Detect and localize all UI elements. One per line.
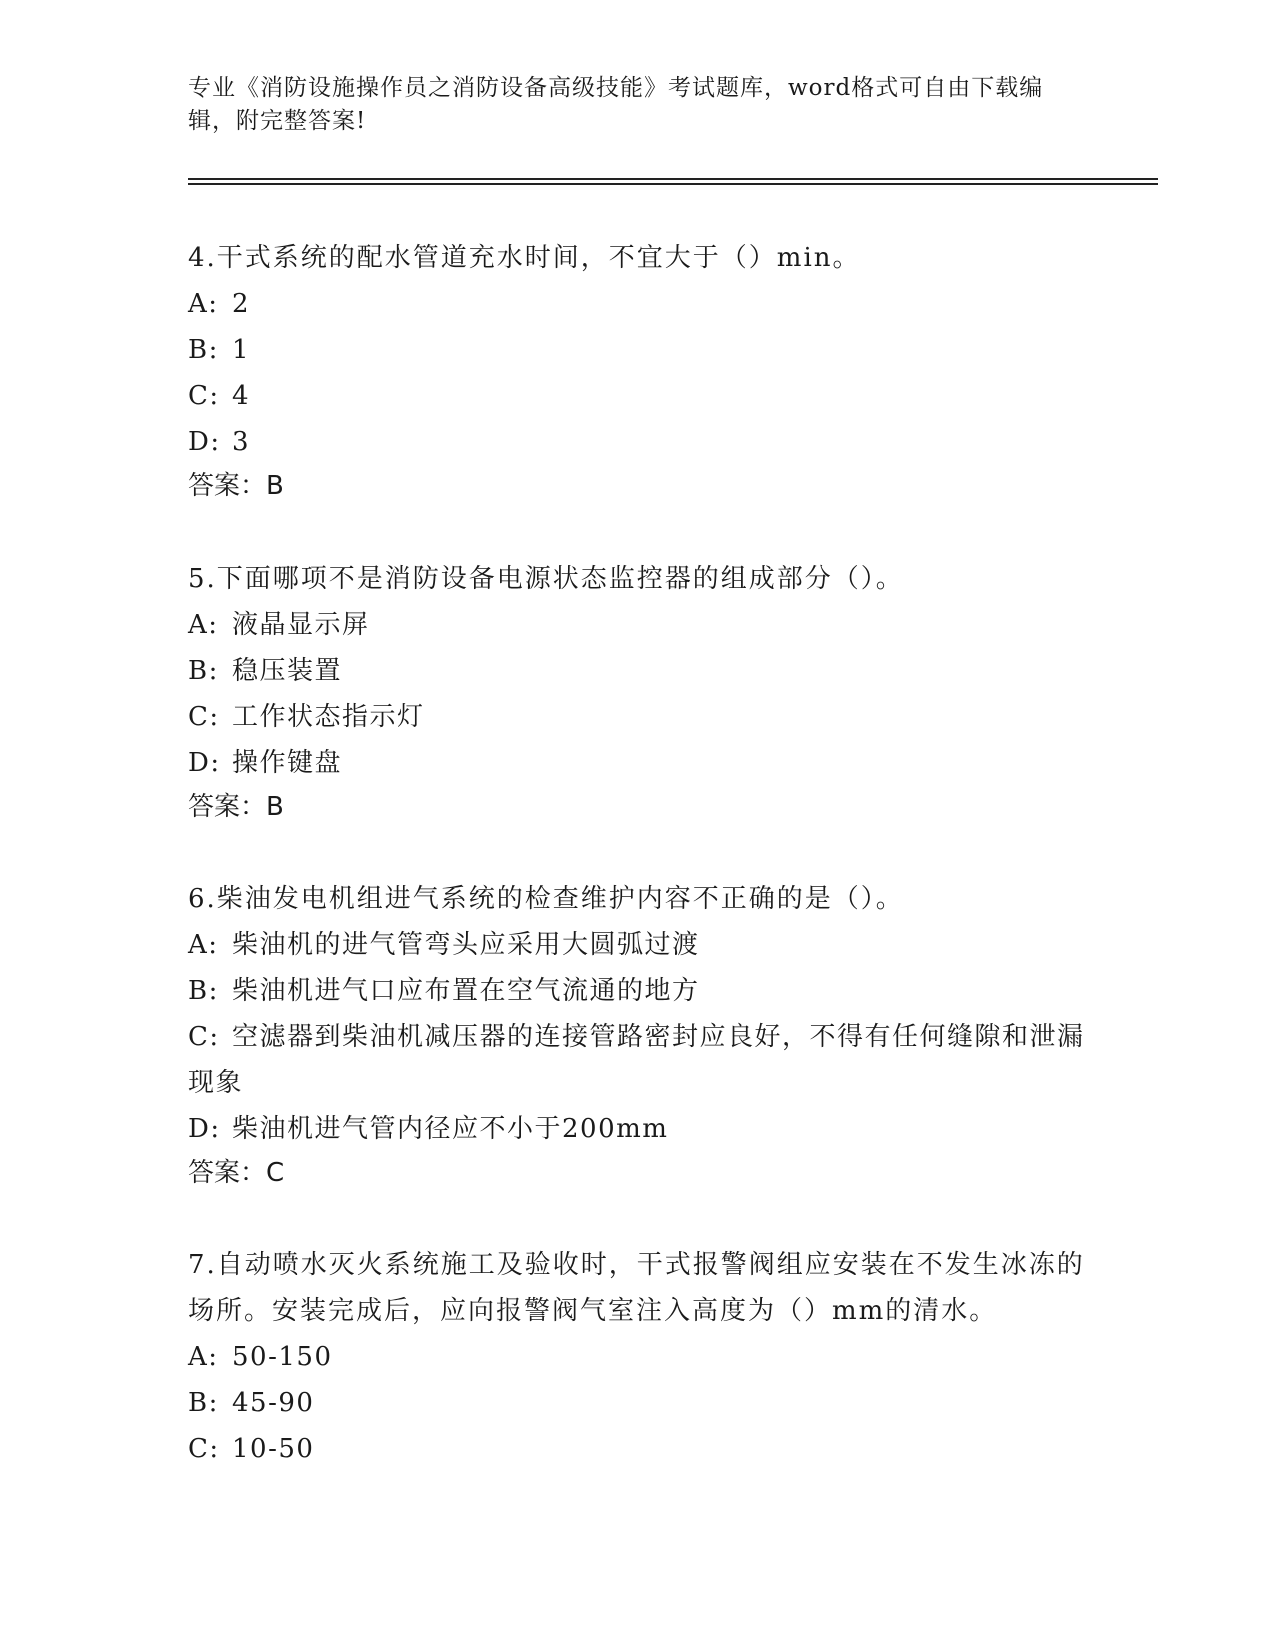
- option-text: 50-150: [232, 1342, 333, 1372]
- option-key: B:: [188, 656, 219, 686]
- option-d: [188, 740, 1088, 786]
- option-text: 空滤器到柴油机减压器的连接管路密封应良好，不得有任何缝隙和泄漏现象: [188, 1022, 1085, 1098]
- answer-line: 答案：C: [188, 1158, 285, 1188]
- option-text: 柴油机进气管内径应不小于200mm: [232, 1114, 669, 1144]
- option-key: A:: [188, 930, 219, 960]
- option-text: 1: [232, 335, 251, 365]
- option-c: [188, 1426, 1088, 1472]
- question-block: [188, 235, 1088, 509]
- option-text: 柴油机的进气管弯头应采用大圆弧过渡: [232, 930, 700, 960]
- option-key: B:: [188, 335, 219, 365]
- answer-line: 答案：B: [188, 471, 284, 501]
- option-b: [188, 968, 1088, 1014]
- option-a: [188, 602, 1088, 648]
- option-key: D:: [188, 427, 221, 457]
- option-c: [188, 694, 1088, 740]
- option-text: 操作键盘: [232, 748, 343, 778]
- option-text: 柴油机进气口应布置在空气流通的地方: [232, 976, 700, 1006]
- option-b: [188, 648, 1088, 694]
- option-d: [188, 419, 1088, 465]
- option-key: A:: [188, 1342, 219, 1372]
- option-text: 2: [232, 289, 251, 319]
- option-key: C:: [188, 702, 220, 732]
- question-stem: 6.柴油发电机组进气系统的检查维护内容不正确的是（）。: [188, 884, 904, 914]
- option-d: [188, 1106, 1088, 1152]
- question-block: [188, 556, 1088, 830]
- question-stem: 7.自动喷水灭火系统施工及验收时，干式报警阀组应安装在不发生冰冻的场所。安装完成后，应向报警阀气室注入高度为（）mm的清水。: [188, 1250, 1085, 1326]
- answer-line: 答案：B: [188, 792, 284, 822]
- option-b: [188, 327, 1088, 373]
- option-key: B:: [188, 1388, 219, 1418]
- option-a: [188, 1334, 1088, 1380]
- option-text: 稳压装置: [232, 656, 343, 686]
- option-text: 工作状态指示灯: [232, 702, 425, 732]
- option-text: 液晶显示屏: [232, 610, 370, 640]
- question-stem: 5.下面哪项不是消防设备电源状态监控器的组成部分（）。: [188, 564, 904, 594]
- option-key: C:: [188, 1434, 220, 1464]
- document-header: 专业《消防设施操作员之消防设备高级技能》考试题库，word格式可自由下载编辑，附完整答案!: [188, 75, 1044, 134]
- option-key: D:: [188, 1114, 221, 1144]
- option-key: C:: [188, 381, 220, 411]
- question-block: [188, 876, 1088, 1196]
- option-key: B:: [188, 976, 219, 1006]
- option-a: [188, 281, 1088, 327]
- option-b: [188, 1380, 1088, 1426]
- option-a: [188, 922, 1088, 968]
- option-c: [188, 373, 1088, 419]
- option-text: 10-50: [232, 1434, 315, 1464]
- question-block: [188, 1242, 1088, 1472]
- question-stem: 4.干式系统的配水管道充水时间，不宜大于（）min。: [188, 243, 861, 273]
- option-text: 3: [232, 427, 251, 457]
- option-c: [188, 1014, 1088, 1106]
- option-key: D:: [188, 748, 221, 778]
- header-divider-top: [188, 178, 1158, 180]
- header-divider-bottom: [188, 183, 1158, 185]
- option-key: A:: [188, 289, 219, 319]
- option-text: 45-90: [232, 1388, 315, 1418]
- option-key: C:: [188, 1022, 220, 1052]
- option-key: A:: [188, 610, 219, 640]
- option-text: 4: [232, 381, 251, 411]
